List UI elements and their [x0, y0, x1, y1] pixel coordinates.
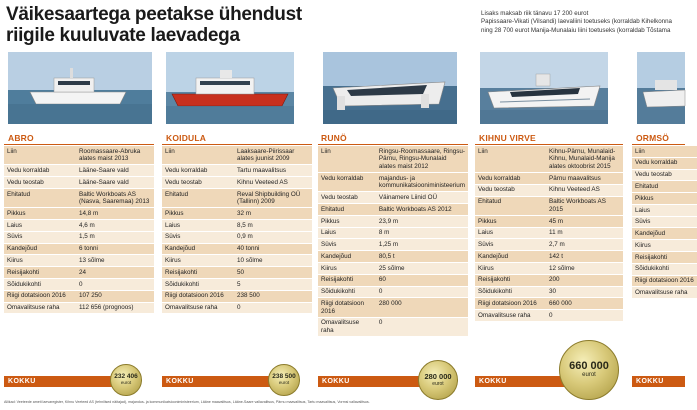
spec-label: Sõidukikohti	[162, 279, 234, 291]
table-row	[475, 263, 623, 275]
spec-value: Baltic Workboats AS 2015	[546, 196, 623, 215]
spec-table-koidula	[162, 146, 312, 314]
total-coin-koidula	[268, 364, 300, 396]
spec-value: 8,5 m	[234, 220, 312, 232]
table-row	[632, 169, 697, 181]
headline	[6, 4, 476, 46]
divider	[475, 144, 623, 145]
spec-value: Roomassaare-Abruka alates maist 2013	[76, 146, 154, 165]
spec-value: Vedu korraldab	[632, 157, 697, 169]
table-row	[475, 310, 623, 322]
spec-value: 112 656 (prognoos)	[76, 302, 154, 314]
spec-label: Ehitatud	[4, 188, 76, 207]
table-row	[318, 239, 468, 251]
spec-label: Vedu korraldab	[4, 165, 76, 177]
spec-label: Pikkus	[4, 208, 76, 220]
spec-table-ormso	[632, 146, 697, 299]
spec-label: Kandejõud	[162, 243, 234, 255]
spec-label: Sõidukikohti	[4, 279, 76, 291]
spec-label: Riigi dotatsioon 2016	[4, 290, 76, 302]
side-note-line-2: Papissaare-Vikati (Vilsandi) laevaliini toetuseks (korraldab Kihelkonna	[481, 18, 672, 26]
spec-label: Vedu korraldab	[318, 172, 376, 191]
spec-label: Omavalitsuse raha	[318, 317, 376, 336]
spec-value: Ehitatud	[632, 181, 697, 193]
spec-value: Ringsu-Roomassaare, Ringsu-Pärnu, Ringsu-Munalaid alates maist 2012	[376, 146, 468, 172]
spec-value: 5	[234, 279, 312, 291]
spec-value: Kihnu Veeteed AS	[546, 184, 623, 196]
table-row	[318, 263, 468, 275]
table-row	[4, 188, 154, 207]
spec-value: Kihnu-Pärnu, Munalaid-Kihnu, Munalaid-Manija alates oktoobrist 2015	[546, 146, 623, 172]
total-coin-runo	[418, 360, 458, 400]
spec-label: Laius	[475, 227, 546, 239]
table-row	[4, 255, 154, 267]
table-row	[475, 227, 623, 239]
spec-value: 0,9 m	[234, 231, 312, 243]
spec-label: Pikkus	[475, 215, 546, 227]
spec-value: 14,8 m	[76, 208, 154, 220]
table-row	[632, 216, 697, 228]
table-row	[318, 286, 468, 298]
table-row	[318, 146, 468, 172]
spec-label: Omavalitsuse raha	[475, 310, 546, 322]
spec-value: 40 tonni	[234, 243, 312, 255]
table-row	[162, 290, 312, 302]
spec-label: Kiirus	[162, 255, 234, 267]
table-row	[4, 267, 154, 279]
spec-label: Liin	[4, 146, 76, 165]
spec-value: 0	[376, 286, 468, 298]
table-row	[162, 279, 312, 291]
table-row	[475, 239, 623, 251]
spec-value: 8 m	[376, 227, 468, 239]
spec-value: 0	[546, 310, 623, 322]
total-currency: eurot	[120, 380, 132, 385]
table-row	[4, 279, 154, 291]
table-row	[318, 204, 468, 216]
spec-value: 45 m	[546, 215, 623, 227]
spec-value: 142 t	[546, 251, 623, 263]
table-row	[162, 302, 312, 314]
spec-label: Liin	[318, 146, 376, 172]
divider	[4, 144, 154, 145]
spec-label: Reisijakohti	[4, 267, 76, 279]
table-row	[4, 165, 154, 177]
spec-value: Kihnu Veeteed AS	[234, 177, 312, 189]
table-row	[632, 240, 697, 252]
table-row	[632, 263, 697, 275]
spec-label: Vedu korraldab	[475, 172, 546, 184]
table-row	[475, 196, 623, 215]
table-row	[632, 275, 697, 287]
table-row	[4, 208, 154, 220]
table-row	[162, 220, 312, 232]
spec-label: Süvis	[318, 239, 376, 251]
spec-value: Liin	[632, 146, 697, 157]
total-coin-kihnu-virve	[559, 340, 619, 400]
spec-label: Kandejõud	[318, 251, 376, 263]
table-row	[4, 243, 154, 255]
table-row	[632, 228, 697, 240]
spec-value: 32 m	[234, 208, 312, 220]
spec-value: majandus- ja kommunikatsiooniministeerium	[376, 172, 468, 191]
spec-label: Laius	[4, 220, 76, 232]
table-row	[318, 298, 468, 317]
table-row	[162, 165, 312, 177]
table-row	[162, 267, 312, 279]
spec-value: 50	[234, 267, 312, 279]
spec-value: Sõidukikohti	[632, 263, 697, 275]
ship-photo-kihnu-virve	[480, 52, 608, 124]
table-row	[475, 184, 623, 196]
ship-name-koidula: KOIDULA	[166, 133, 207, 143]
spec-value: 23,9 m	[376, 215, 468, 227]
table-row	[318, 317, 468, 336]
table-row	[4, 220, 154, 232]
total-bar-kihnu-virve	[475, 376, 567, 387]
divider	[162, 144, 312, 145]
ship-name-kihnu-virve: KIHNU VIRVE	[479, 133, 536, 143]
total-label: KOKKU	[166, 377, 194, 385]
table-row	[632, 181, 697, 193]
spec-value: 24	[76, 267, 154, 279]
divider	[318, 144, 468, 145]
spec-value: 0	[76, 279, 154, 291]
spec-value: Kiirus	[632, 240, 697, 252]
spec-value: Kandejõud	[632, 228, 697, 240]
total-label: KOKKU	[479, 377, 507, 385]
spec-label: Pikkus	[162, 208, 234, 220]
spec-label: Riigi dotatsioon 2016	[162, 290, 234, 302]
table-row	[318, 192, 468, 204]
table-row	[318, 274, 468, 286]
spec-label: Vedu teostab	[162, 177, 234, 189]
ship-photo-koidula	[166, 52, 294, 124]
spec-label: Pikkus	[318, 215, 376, 227]
spec-value: Pärnu maavalitsus	[546, 172, 623, 184]
table-row	[632, 193, 697, 205]
spec-value: Omavalitsuse raha	[632, 287, 697, 299]
spec-label: Riigi dotatsioon 2016	[475, 298, 546, 310]
spec-value: 238 500	[234, 290, 312, 302]
side-note	[481, 10, 685, 35]
spec-table-abro	[4, 146, 154, 314]
total-amount: 280 000	[424, 372, 452, 381]
table-row	[4, 302, 154, 314]
spec-value: 12 sõlme	[546, 263, 623, 275]
spec-label: Kandejõud	[475, 251, 546, 263]
spec-label: Kiirus	[475, 263, 546, 275]
spec-value: 6 tonni	[76, 243, 154, 255]
spec-value: Lääne-Saare vald	[76, 177, 154, 189]
spec-value: Baltic Workboats AS (Nasva, Saaremaa) 2013	[76, 188, 154, 207]
table-row	[4, 177, 154, 189]
total-label: KOKKU	[636, 377, 664, 385]
spec-value: 0	[234, 302, 312, 314]
side-note-line-3: ning 28 700 eurot Manija-Munalaiu liini toetuseks (korraldab Tõstama	[481, 26, 671, 34]
spec-label: Vedu teostab	[4, 177, 76, 189]
spec-label: Süvis	[475, 239, 546, 251]
table-row	[475, 172, 623, 184]
table-row	[632, 204, 697, 216]
spec-value: 11 m	[546, 227, 623, 239]
spec-value: Laius	[632, 204, 697, 216]
table-row	[475, 274, 623, 286]
ship-photo-runo	[323, 52, 457, 124]
table-row	[632, 157, 697, 169]
spec-label: Kandejõud	[4, 243, 76, 255]
spec-value: Väinamere Liinid OÜ	[376, 192, 468, 204]
side-note-line-1: Lisaks maksab riik tänavu 17 200 eurot	[481, 10, 589, 17]
total-bar-ormso	[632, 376, 685, 387]
spec-value: 60	[376, 274, 468, 286]
table-row	[475, 298, 623, 310]
spec-label: Vedu korraldab	[162, 165, 234, 177]
total-amount: 232 406	[114, 373, 138, 380]
spec-value: Riigi dotatsioon 2016	[632, 275, 697, 287]
spec-label: Reisijakohti	[162, 267, 234, 279]
spec-label: Reisijakohti	[475, 274, 546, 286]
table-row	[162, 188, 312, 207]
spec-label: Laius	[318, 227, 376, 239]
spec-value: 107 250	[76, 290, 154, 302]
spec-label: Reisijakohti	[318, 274, 376, 286]
table-row	[4, 146, 154, 165]
table-row	[162, 231, 312, 243]
table-row	[318, 227, 468, 239]
spec-value: 25 sõlme	[376, 263, 468, 275]
spec-label: Liin	[162, 146, 234, 165]
ship-name-runo: RUNÖ	[321, 133, 347, 143]
table-row	[318, 215, 468, 227]
spec-label: Kiirus	[4, 255, 76, 267]
spec-label: Liin	[475, 146, 546, 172]
spec-value: Reval Shipbuilding OÜ (Tallinn) 2009	[234, 188, 312, 207]
table-row	[475, 251, 623, 263]
total-amount: 660 000	[569, 360, 609, 372]
spec-value: 280 000	[376, 298, 468, 317]
spec-table-kihnu-virve	[475, 146, 623, 322]
spec-value: 1,5 m	[76, 231, 154, 243]
spec-value: 4,6 m	[76, 220, 154, 232]
spec-label: Ehitatud	[475, 196, 546, 215]
ship-name-abro: ABRO	[8, 133, 34, 143]
spec-value: 13 sõlme	[76, 255, 154, 267]
spec-value: Baltic Workboats AS 2012	[376, 204, 468, 216]
table-row	[475, 146, 623, 172]
spec-label: Riigi dotatsioon 2016	[318, 298, 376, 317]
table-row	[318, 251, 468, 263]
total-coin-abro	[110, 364, 142, 396]
spec-value: Süvis	[632, 216, 697, 228]
table-row	[318, 172, 468, 191]
spec-value: 660 000	[546, 298, 623, 310]
spec-label: Ehitatud	[162, 188, 234, 207]
spec-value: Lääne-Saare vald	[76, 165, 154, 177]
headline-line-2: riigile kuuluvate laevadega	[6, 25, 240, 46]
source-footnote: Allikad: Veeteede ameti laevaregister, Kihnu Veeteed AS (tehnilised näitajad), majandus- ja kommunikatsiooniministeerium, Lääne maavalitsus, Lääne-Saare vallavalitsus, Pärnu maavalitsus, Tartu maavalitsus, Vormsi vallavalitsus.	[4, 400, 370, 404]
spec-value: 80,5 t	[376, 251, 468, 263]
total-currency: eurot	[278, 380, 290, 385]
total-currency: eurot	[432, 381, 444, 387]
table-row	[475, 286, 623, 298]
ship-photo-ormso	[637, 52, 685, 124]
table-row	[162, 208, 312, 220]
spec-label: Sõidukikohti	[318, 286, 376, 298]
spec-value: Pikkus	[632, 193, 697, 205]
spec-label: Vedu teostab	[318, 192, 376, 204]
total-label: KOKKU	[8, 377, 36, 385]
spec-value: 2,7 m	[546, 239, 623, 251]
spec-value: 200	[546, 274, 623, 286]
table-row	[475, 215, 623, 227]
spec-value: 10 sõlme	[234, 255, 312, 267]
spec-value: Tartu maavalitsus	[234, 165, 312, 177]
spec-label: Süvis	[4, 231, 76, 243]
table-row	[632, 146, 697, 157]
table-row	[4, 231, 154, 243]
table-row	[162, 146, 312, 165]
spec-label: Ehitatud	[318, 204, 376, 216]
table-row	[162, 177, 312, 189]
spec-value: Reisijakohti	[632, 252, 697, 264]
table-row	[632, 252, 697, 264]
total-currency: eurot	[582, 372, 596, 378]
spec-value: 30	[546, 286, 623, 298]
table-row	[632, 287, 697, 299]
spec-label: Süvis	[162, 231, 234, 243]
divider	[632, 144, 685, 145]
ship-photo-abro	[8, 52, 152, 124]
spec-value: Laaksaare-Piirissaar alates juunist 2009	[234, 146, 312, 165]
spec-label: Omavalitsuse raha	[162, 302, 234, 314]
spec-value: Vedu teostab	[632, 169, 697, 181]
spec-label: Laius	[162, 220, 234, 232]
headline-line-1: Väikesaartega peetakse ühendust	[6, 4, 302, 25]
spec-label: Omavalitsuse raha	[4, 302, 76, 314]
spec-label: Kiirus	[318, 263, 376, 275]
total-label: KOKKU	[322, 377, 350, 385]
table-row	[4, 290, 154, 302]
total-amount: 238 500	[272, 373, 296, 380]
spec-value: 0	[376, 317, 468, 336]
spec-label: Vedu teostab	[475, 184, 546, 196]
table-row	[162, 243, 312, 255]
spec-label: Sõidukikohti	[475, 286, 546, 298]
ship-name-ormso: ORMSÖ	[636, 133, 670, 143]
spec-table-runo	[318, 146, 468, 337]
spec-value: 1,25 m	[376, 239, 468, 251]
table-row	[162, 255, 312, 267]
